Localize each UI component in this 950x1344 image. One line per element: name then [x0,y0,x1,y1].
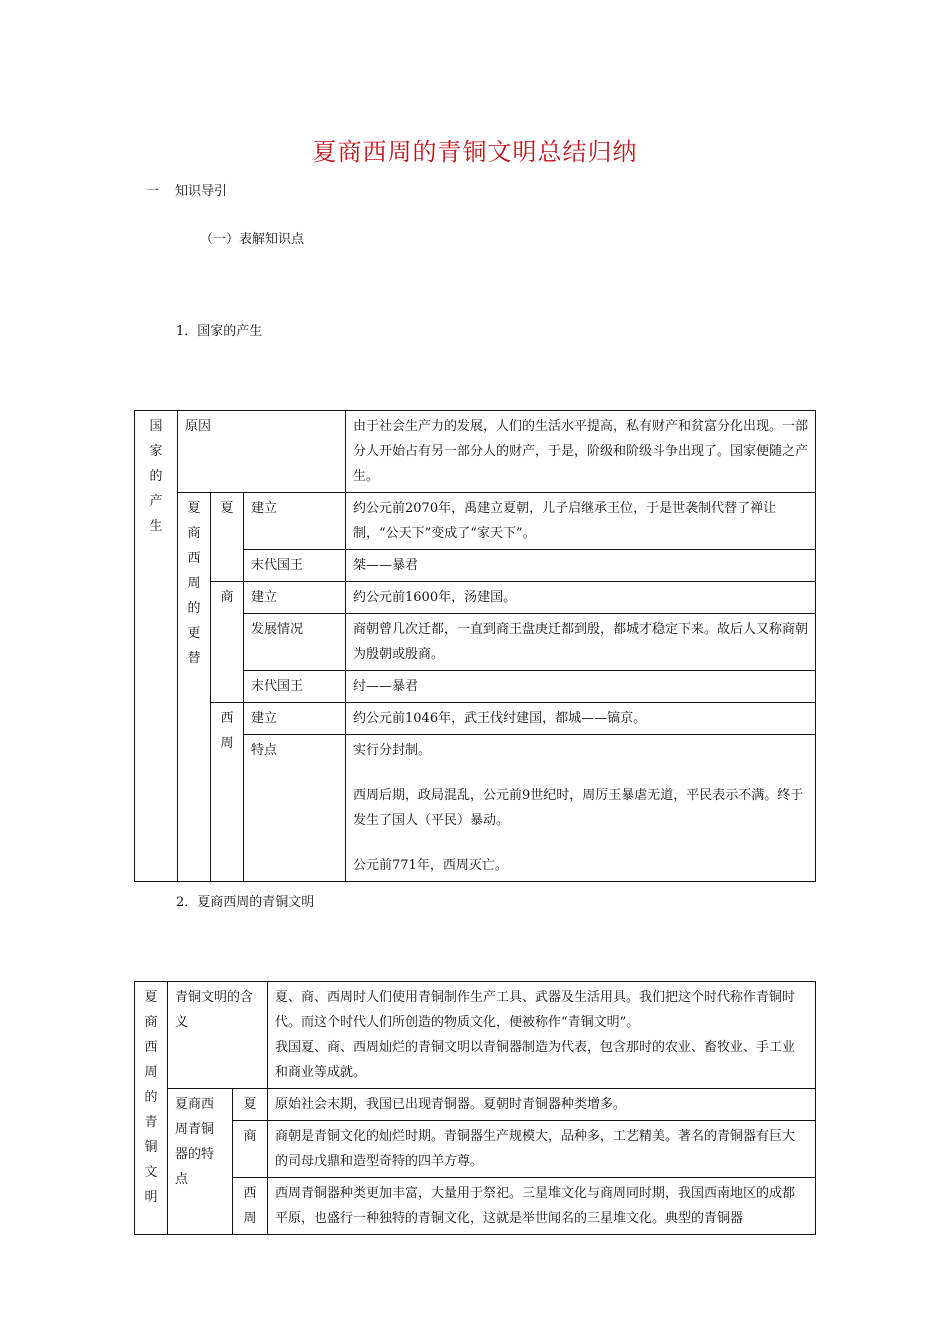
cell-label: 建立 [244,582,346,614]
dynasty-xia: 夏 [233,1089,268,1121]
cell-label: 建立 [244,703,346,735]
cell-text: 原始社会末期，我国已出现青铜器。夏朝时青铜器种类增多。 [268,1089,816,1121]
table-row [135,703,816,735]
cell-text: 约公元前2070年，禹建立夏朝，儿子启继承王位，于是世袭制代替了禅让制，“公天下”变成了“家天下”。 [346,493,816,550]
meaning-text [268,982,816,1089]
table-row [135,1089,816,1121]
section-number: 一 [146,184,160,199]
dynasty-xizhou: 西周 [233,1178,268,1235]
table-row [135,411,816,493]
dynasty-xia: 夏 [211,493,244,582]
cell-label: 特点 [244,735,346,882]
bronze-civilization-table [134,981,816,1235]
reason-label: 原因 [178,411,346,493]
dynasty-shang: 商 [233,1121,268,1178]
state-origin-table [134,410,816,882]
paragraph: 夏、商、西周时人们使用青铜制作生产工具、武器及生活用具。我们把这个时代称作青铜时代。而这个时代人们所创造的物质文化，便被称作“青铜文明”。 [275,990,796,1030]
cell-text: 桀——暴君 [346,550,816,582]
row-header-root: 国家的产生 [135,411,178,882]
cell-text: 西周青铜器种类更加丰富，大量用于祭祀。三星堆文化与商周同时期，我国西南地区的成都平原，也盛行一种独特的青铜文化，这就是举世闻名的三星堆文化。典型的青铜器 [268,1178,816,1235]
cell-text: 约公元前1046年，武王伐纣建国，都城——镐京。 [346,703,816,735]
cell-label: 末代国王 [244,671,346,703]
row-header-change: 夏商西周的更替 [178,493,211,882]
paragraph: 实行分封制。 [353,743,432,758]
table-row [135,493,816,550]
table-row [135,1178,816,1235]
cell-text: 约公元前1600年，汤建国。 [346,582,816,614]
dynasty-shang: 商 [211,582,244,703]
table-row [135,582,816,614]
item-heading-2: 2．夏商西周的青铜文明 [176,895,315,910]
cell-text: 商朝是青铜文化的灿烂时期。青铜器生产规模大，品种多，工艺精美。著名的青铜器有巨大的司母戊鼎和造型奇特的四羊方尊。 [268,1121,816,1178]
paragraph: 我国夏、商、西周灿烂的青铜文明以青铜器制造为代表，包含那时的农业、畜牧业、手工业和商业等成就。 [275,1040,796,1080]
table-row [135,1121,816,1178]
feature-label: 夏商西周青铜器的特点 [168,1089,233,1235]
dynasty-xizhou: 西周 [211,703,244,882]
section-heading-1 [146,180,227,199]
subsection-heading: （一）表解知识点 [200,232,305,247]
table-row [135,982,816,1089]
cell-text [346,735,816,882]
section-label: 知识导引 [175,184,228,199]
cell-label: 发展情况 [244,614,346,671]
cell-text: 商朝曾几次迁都，一直到商王盘庚迁都到殷，都城才稳定下来。故后人又称商朝为殷朝或殷商。 [346,614,816,671]
row-header-root: 夏商西周的青铜文明 [135,982,168,1235]
cell-label: 建立 [244,493,346,550]
item-heading-1: 1．国家的产生 [176,324,263,339]
cell-label: 末代国王 [244,550,346,582]
paragraph: 西周后期，政局混乱，公元前9世纪时，周厉王暴虐无道，平民表示不满。终于发生了国人（平民）暴动。 [353,788,804,828]
paragraph: 公元前771年，西周灭亡。 [353,858,508,873]
page-title: 夏商西周的青铜文明总结归纳 [312,138,638,166]
reason-text: 由于社会生产力的发展，人们的生活水平提高，私有财产和贫富分化出现。一部分人开始占有另一部分人的财产，于是，阶级和阶级斗争出现了。国家便随之产生。 [346,411,816,493]
cell-text: 纣——暴君 [346,671,816,703]
meaning-label: 青铜文明的含义 [168,982,268,1089]
